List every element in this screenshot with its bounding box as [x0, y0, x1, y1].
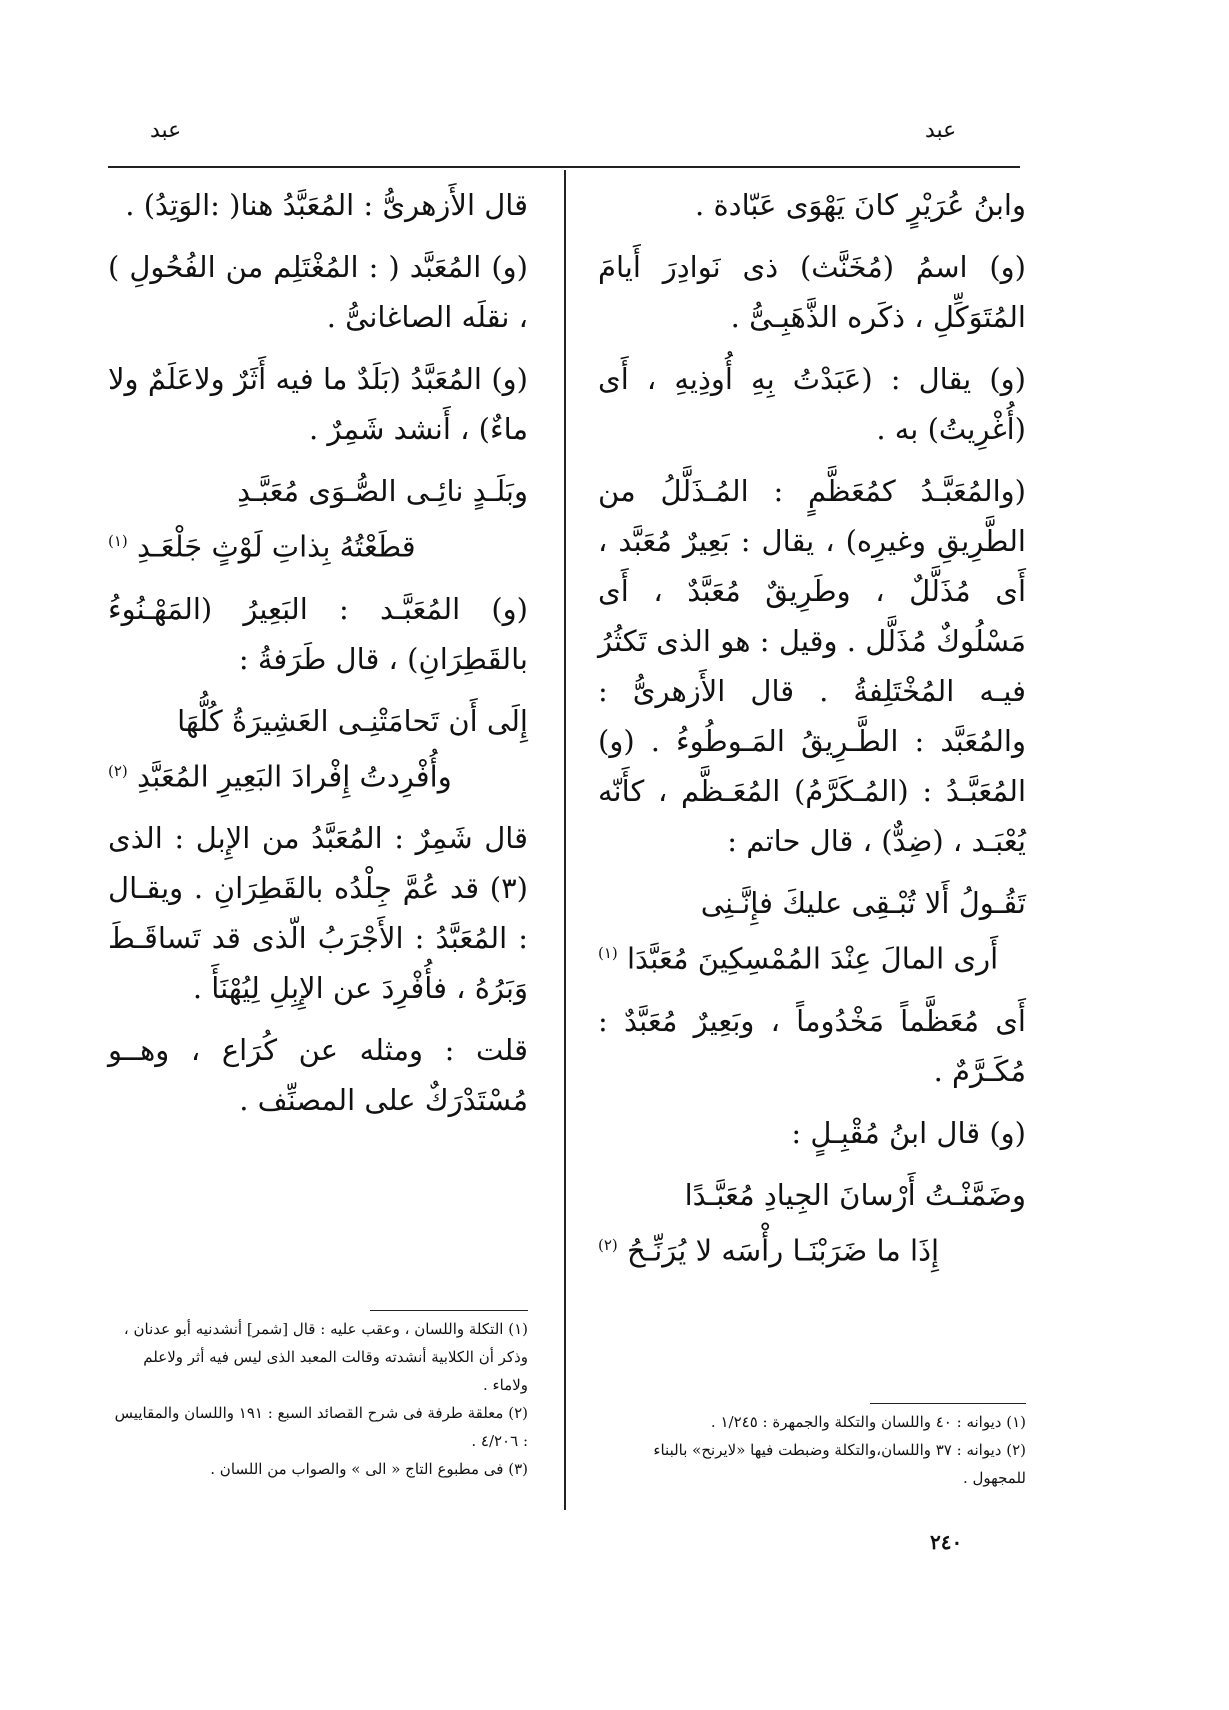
footnote: (٢) ديوانه : ٣٧ واللسان،والتكلة وضبطت فيها «لايرنح» بالبناء للمجهول . [653, 1441, 1026, 1487]
poetry-verse [598, 878, 1026, 984]
entry-paragraph: (والمُعَبَّـدُ كمُعَظَّمٍ : المُـذَلَّلُ من الطَّرِيقِ وغيرِه) ، يقال : بَعِيرٌ مُعَبَّد ، أَى مُذَلَّلٌ ، وطَرِيقٌ مُعَبَّدٌ ، أَى مَسْلُوكٌ مُذَلَّل . وقيل : هو الذى تَكثُرُ فيـه المُخْتَلِفةُ . قال الأَزهرىُّ : والمُعَبَّد : الطَّـرِيقُ المَـوطُوءُ . (و) المُعَبَّـدُ : (المُـكَرَّمُ) المُعَـظَّم ، كأَنّه يُعْبَـد ، (ضِدٌّ) ، قال حاتم : [598, 474, 1026, 858]
footnote-rule-left [370, 1310, 528, 1311]
verse-first-hemistich: تَقُـولُ أَلا تُبْـقِى عليكَ فإِنَّـنِى [700, 886, 1026, 920]
page-number: ٢٤٠ [930, 1530, 963, 1554]
poetry-verse [108, 466, 528, 572]
footnote-ref: (١) [108, 532, 128, 550]
footnote: (٢) معلقة طرفة فى شرح القصائد السبع : ١٩١ واللسان والمقاييس : ٤/٢٠٦ . [114, 1404, 528, 1450]
left-footnotes [108, 1315, 528, 1483]
entry-paragraph: (و) يقال : (عَبَدْتُ بِهِ أُوذِيهِ ، أَى (أُغْرِيتُ) به . [598, 362, 1026, 446]
left-column [108, 180, 528, 1137]
entry-paragraph: (و) قال ابنُ مُقْبِـلٍ : [791, 1115, 1026, 1150]
footnote-ref: (٢) [598, 1235, 618, 1254]
verse-second-hemistich [598, 1220, 1026, 1276]
footnote-rule-right [870, 1403, 1026, 1404]
verse-first-hemistich: إِلَى أَن تَحامَتْنِـى العَشِيرَةُ كُلُّهَا [177, 703, 528, 738]
footnote: (١) التكلة واللسان ، وعقب عليه : قال [شمر] أنشدنيه أبو عدنان ، وذكر أن الكلابية أنشدته وقالت المعبد الذى ليس فيه أثر ولاعلم ولاماء . [123, 1320, 528, 1394]
verse-second-hemistich [108, 516, 528, 572]
entry-paragraph: (و) اسمُ (مُخَنَّث) ذى نَوادِرَ أَيامَ المُتَوَكِّلِ ، ذكَره الذَّهَبِـىُّ . [598, 250, 1026, 334]
verse-text: إِذَا ما ضَرَبْنَـا رأْسَه لا يُرَنِّـحُ [627, 1233, 940, 1268]
right-footnotes [598, 1408, 1026, 1492]
entry-paragraph: (و) المُعَبَّد ( : المُغْتَلِم من الفُحُولِ ) ، نقلَه الصاغانىُّ . [108, 250, 528, 334]
entry-paragraph: قال شَمِرٌ : المُعَبَّدُ من الإِبل : الذى (٣) قد عُمَّ جِلْدُه بالقَطِرَانِ . ويقـال : المُعَبَّدُ : الأَجْرَبُ الّذى قد تَساقَـطَ وَبَرُهُ ، فأُفْرِدَ عن الإِبِلِ لِيُهْنَأَ . [108, 821, 528, 1006]
footnote-ref: (٢) [108, 761, 128, 780]
running-header-left: عبد [150, 118, 182, 143]
entry-paragraph: (و) المُعَبَّـد : البَعِيرُ (المَهْـنُوءُ بالقَطِرَانِ) ، قال طَرَفةُ : [108, 591, 528, 676]
verse-text: قطَعْتُهُ بِذاتِ لَوْثٍ جَلْعَـدِ [137, 529, 416, 564]
verse-text: أَرى المالَ عِنْدَ المُمْسِكِينَ مُعَبَّدَا [627, 941, 999, 976]
entry-paragraph: وابنُ عُرَيْرٍ كانَ يَهْوَى عَبّادة . [695, 188, 1026, 222]
running-header-right: عبد [925, 118, 957, 143]
verse-first-hemistich: وضَمَّنْـتُ أَرْسانَ الجِيادِ مُعَبَّـدًا [684, 1177, 1026, 1212]
verse-second-hemistich [108, 746, 528, 802]
footnote: (٣) فى مطبوع التاج « الى » والصواب من اللسان . [210, 1460, 528, 1478]
verse-first-hemistich: وبَلَـدٍ نائِـى الصُّـوَى مُعَبَّـدِ [237, 474, 528, 508]
footnote-ref: (١) [598, 944, 618, 962]
verse-second-hemistich [598, 928, 1026, 984]
poetry-verse [598, 1170, 1026, 1276]
right-column [598, 180, 1026, 1287]
entry-paragraph: قال الأَزهرىُّ : المُعَبَّدُ هنا( :الوَتِدُ) . [125, 188, 528, 222]
entry-paragraph: (و) المُعَبَّدُ (بَلَدٌ ما فيه أَثَرٌ ولاعَلَمٌ ولا ماءٌ) ، أَنشد شَمِرٌ . [108, 362, 528, 446]
poetry-verse [108, 696, 528, 802]
column-divider [564, 170, 566, 1510]
verse-text: وأُفْرِدتُ إِفْرادَ البَعِيرِ المُعَبَّدِ [137, 759, 452, 794]
footnote: (١) ديوانه : ٤٠ واللسان والتكلة والجمهرة : ١/٢٤٥ . [710, 1413, 1026, 1431]
entry-paragraph: أَى مُعَظَّماً مَخْدُوماً ، وبَعِيرٌ مُعَبَّدٌ : مُكَـرَّمٌ . [598, 1003, 1026, 1088]
entry-paragraph: قلت : ومثله عن كُرَاع ، وهــو مُسْتَدْرَكٌ على المصنِّف . [108, 1033, 528, 1118]
header-rule [108, 166, 1020, 168]
